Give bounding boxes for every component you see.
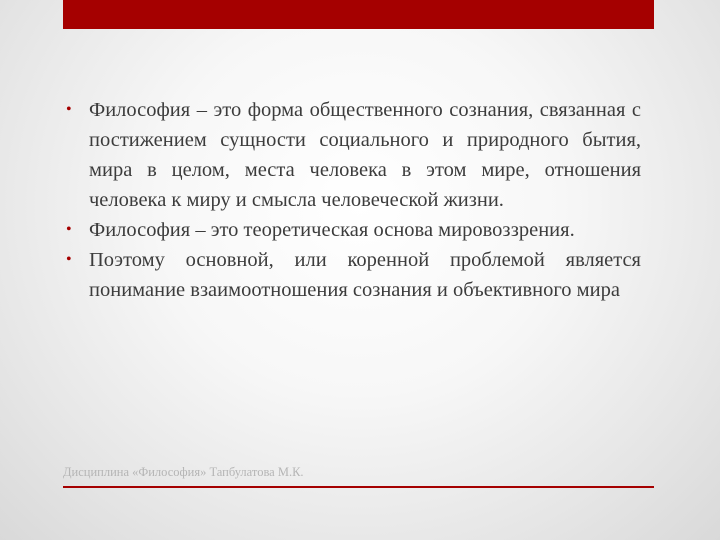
header-accent-bar (63, 0, 654, 29)
footer-caption: Дисциплина «Философия» Тапбулатова М.К. (63, 465, 304, 479)
bullet-text: Поэтому основной, или коренной проблемой является понимание взаимоотношения сознания и объективного мира (89, 249, 641, 301)
bullet-text: Философия – это форма общественного сознания, связанная с постижением сущности социального и природного бытия, мира в целом, места человека в этом мире, отношения человека к миру и смысла человеческой жизни. (89, 99, 641, 211)
bullet-icon: • (66, 101, 72, 118)
bullet-item (63, 245, 641, 305)
bullet-icon: • (66, 221, 72, 238)
bullet-icon: • (66, 251, 72, 268)
bullet-text: Философия – это теоретическая основа мировоззрения. (89, 219, 575, 241)
bullet-item (63, 215, 641, 245)
footer-divider (63, 486, 654, 488)
bullet-item (63, 95, 641, 215)
slide-body (63, 95, 641, 305)
